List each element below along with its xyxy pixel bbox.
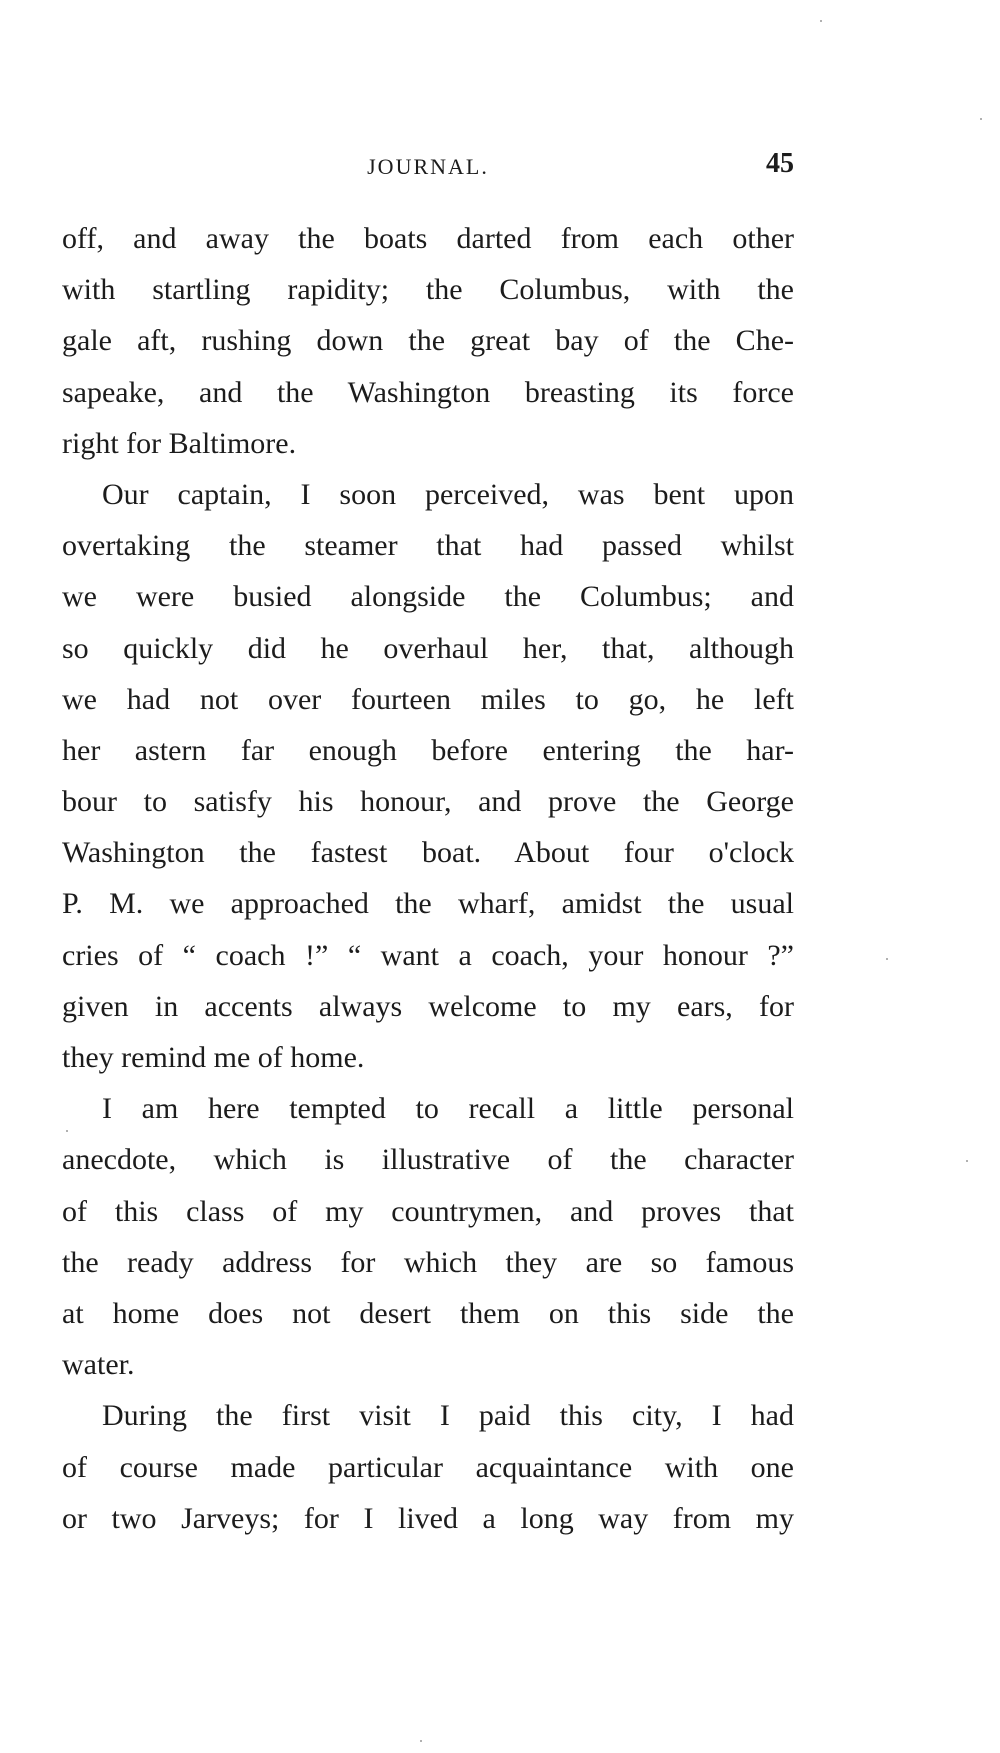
text-line: Washington the fastest boat. About four o'clock [62,836,794,870]
text-line: cries of “ coach !” “ want a coach, your honour ?” [62,938,794,972]
text-line: of this class of my countrymen, and proves that [62,1194,794,1228]
body-text [62,213,794,1544]
text-line: so quickly did he overhaul her, that, although [62,631,794,665]
text-line: I am here tempted to recall a little personal [102,1092,794,1126]
page-number: 45 [766,148,794,179]
paper-speck [420,1740,422,1742]
text-line: right for Baltimore. [62,426,297,460]
text-line: sapeake, and the Washington breasting its force [62,375,794,409]
paper-speck [980,118,982,120]
text-line: given in accents always welcome to my ears, for [62,989,794,1023]
running-head [62,148,794,188]
text-line: with startling rapidity; the Columbus, with the [62,273,794,307]
text-line: we had not over fourteen miles to go, he left [62,682,794,716]
paper-speck [820,20,822,22]
paragraph-1 [62,213,794,469]
text-line: bour to satisfy his honour, and prove the George [62,785,794,819]
text-line: her astern far enough before entering the har- [62,733,794,767]
paper-speck [886,958,888,960]
text-line: or two Jarveys; for I lived a long way from my [62,1501,794,1535]
text-line: Our captain, I soon perceived, was bent upon [102,477,794,511]
text-line: overtaking the steamer that had passed whilst [62,529,794,563]
text-line: we were busied alongside the Columbus; and [62,580,794,614]
text-line: they remind me of home. [62,1041,365,1074]
text-line: anecdote, which is illustrative of the character [62,1143,794,1177]
running-title: JOURNAL. [367,154,489,179]
paragraph-4 [62,1390,794,1544]
text-line: of course made particular acquaintance with one [62,1450,794,1484]
text-line: off, and away the boats darted from each other [62,222,794,255]
text-line: at home does not desert them on this side the [62,1296,794,1330]
paragraph-3 [62,1083,794,1390]
text-line: the ready address for which they are so famous [62,1245,794,1279]
text-line: water. [62,1348,135,1382]
text-line: P. M. we approached the wharf, amidst the usual [62,887,794,921]
text-line: gale aft, rushing down the great bay of the Che- [62,324,794,358]
paragraph-2 [62,469,794,1083]
text-line: During the first visit I paid this city, I had [102,1399,794,1433]
paper-speck [966,1160,968,1162]
paper-speck [66,1130,68,1132]
